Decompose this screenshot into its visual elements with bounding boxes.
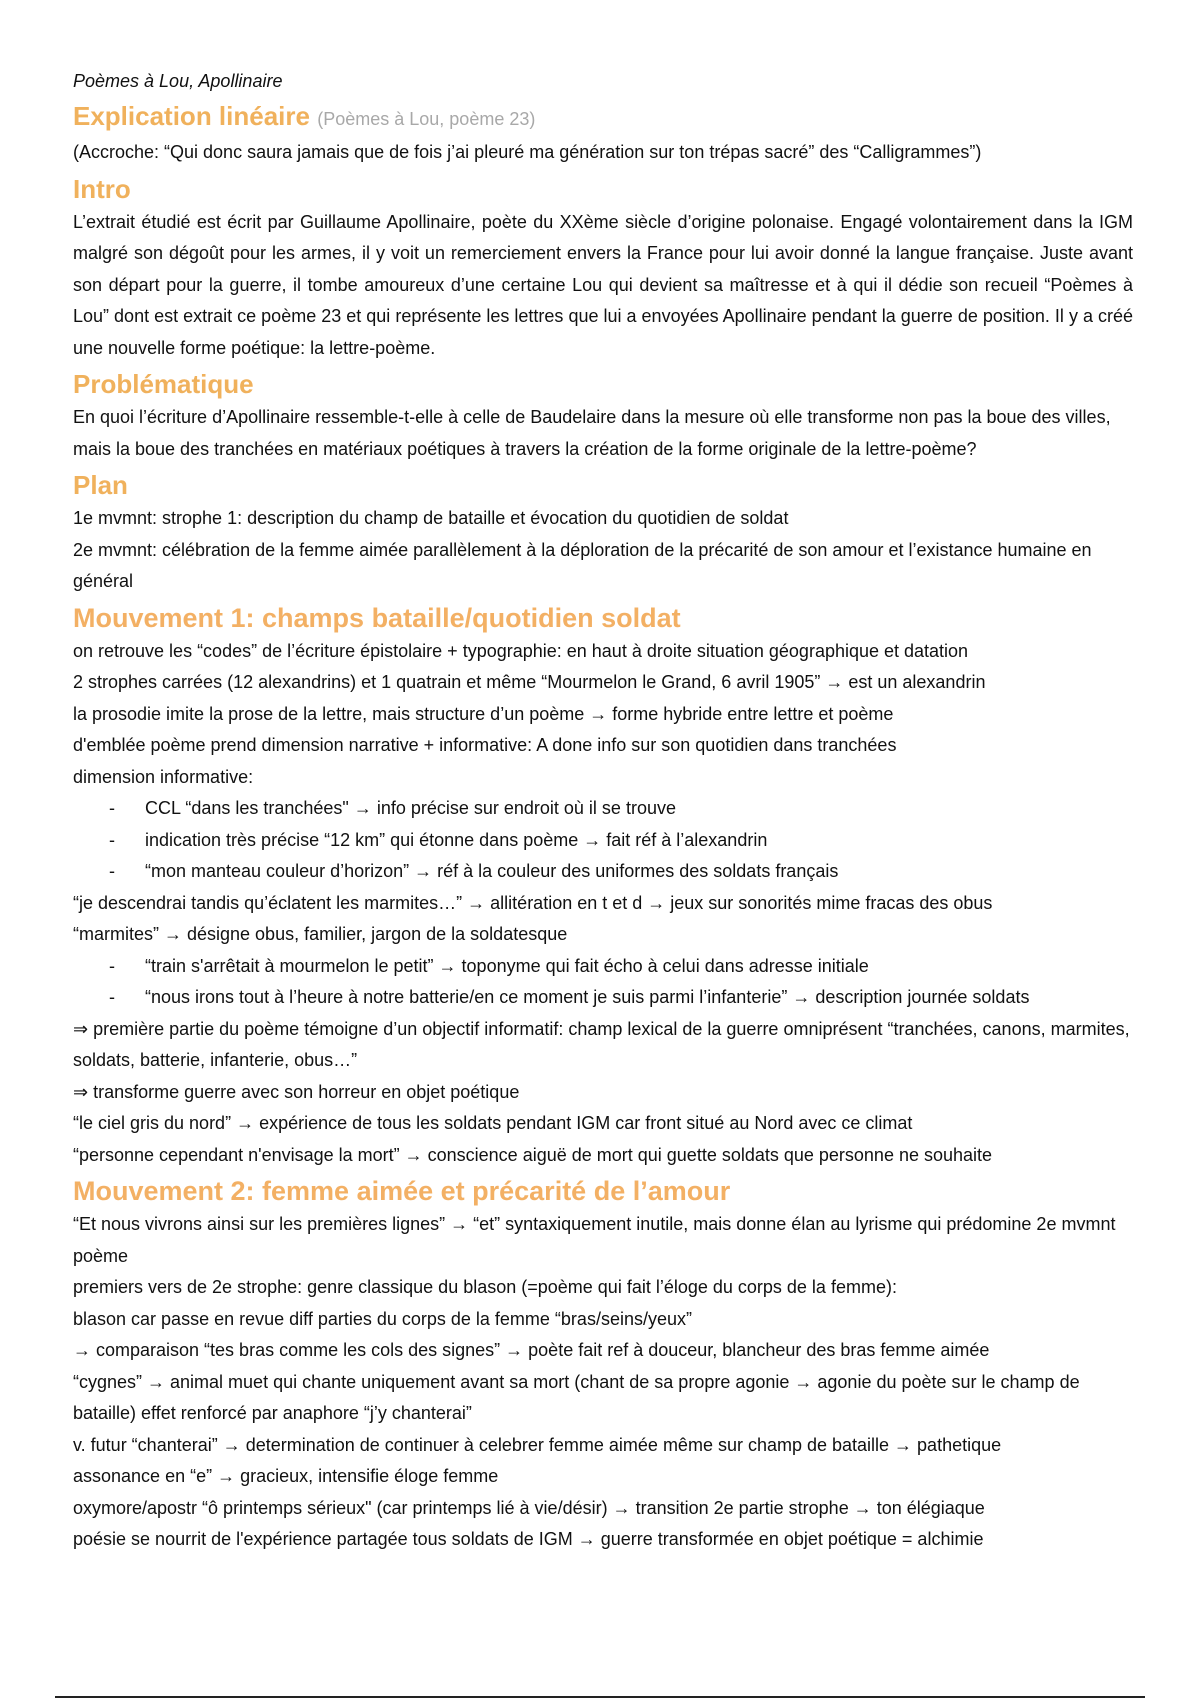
mouvement1-line: 2 strophes carrées (12 alexandrins) et 1 quatrain et même “Mourmelon le Grand, 6 avril 1905” → est un alexandrin [73,672,986,692]
intro-paragraph: L’extrait étudié est écrit par Guillaume Apollinaire, poète du XXème siècle d’origine polonaise. Engagé volontairement dans la IGM malgré son dégoût pour les armes, il y voit un remerciement envers la France pour lui avoir donné la langue française. Juste avant son départ pour la guerre, il tombe amoureux d’une certaine Lou qui devient sa maîtresse et à qui il dédie son recueil “Poèmes à Lou” dont est extrait ce poème 23 et qui représente les lettres que lui a envoyées Apollinaire pendant la guerre de position. Il y a créé une nouvelle forme poétique: la lettre-poème. [73,211,1133,358]
bullet-item: - “nous irons tout à l’heure à notre batterie/en ce moment je suis parmi l’infanterie” → description journée soldats [73,982,1133,1014]
mouvement1-line: “je descendrai tandis qu’éclatent les marmites…” → allitération en t et d → jeux sur sonorités mime fracas des obus [73,892,993,913]
main-heading [73,98,1133,137]
mouvement1-line: ⇒ première partie du poème témoigne d’un objectif informatif: champ lexical de la guerre omniprésent “tranchées, canons, marmites, soldats, batterie, infanterie, obus…” [73,1018,1130,1070]
intro-heading: Intro [73,173,131,204]
mouvement2-heading: Mouvement 2: femme aimée et précarité de l’amour [73,1176,731,1206]
mouvement1-line: “personne cependant n'envisage la mort” → conscience aiguë de mort qui guette soldats que personne ne souhaite [73,1144,993,1165]
mouvement2-line: poésie se nourrit de l'expérience partagée tous soldats de IGM → guerre transformée en objet poétique = alchimie [73,1529,984,1549]
mouvement2-line: oxymore/apostr “ô printemps sérieux" (car printemps lié à vie/désir) → transition 2e partie strophe → ton élégiaque [73,1497,985,1518]
problematique-paragraph: En quoi l’écriture d’Apollinaire ressemble-t-elle à celle de Baudelaire dans la mesure où elle transforme non pas la boue des villes, mais la boue des tranchées en matériaux poétiques à travers la création de la forme originale de la lettre-poème? [73,407,1111,459]
main-heading-subtitle: (Poèmes à Lou, poème 23) [317,109,536,129]
mouvement2-line: v. futur “chanterai” → determination de continuer à celebrer femme aimée même sur champ de bataille → pathetique [73,1434,1002,1455]
mouvement1-line: “marmites” → désigne obus, familier, jargon de la soldatesque [73,924,568,944]
bullet-item: - “mon manteau couleur d’horizon” → réf à la couleur des uniformes des soldats français [73,856,1133,888]
plan-heading: Plan [73,470,128,500]
mouvement1-bullet-list [73,793,1133,888]
bullet-item: - indication très précise “12 km” qui étonne dans poème → fait réf à l’alexandrin [73,825,1133,857]
bullet-item: - CCL “dans les tranchées" → info précise sur endroit où il se trouve [73,793,1133,825]
bullet-item: - “train s'arrêtait à mourmelon le petit” → toponyme qui fait écho à celui dans adresse initiale [73,951,1133,983]
mouvement1-line: la prosodie imite la prose de la lettre, mais structure d’un poème → forme hybride entre lettre et poème [73,703,894,724]
plan-line: 2e mvmnt: célébration de la femme aimée parallèlement à la déploration de la précarité de son amour et l’existance humaine en général [73,539,1092,591]
main-heading-text: Explication linéaire [73,101,310,131]
problematique-heading: Problématique [73,369,254,399]
bottom-divider [55,1696,1145,1698]
mouvement2-line: assonance en “e” → gracieux, intensifie éloge femme [73,1466,499,1486]
mouvement1-line: “le ciel gris du nord” → expérience de tous les soldats pendant IGM car front situé au Nord avec ce climat [73,1113,913,1133]
mouvement2-line: “Et nous vivrons ainsi sur les premières lignes” → “et” syntaxiquement inutile, mais donne élan au lyrisme qui prédomine 2e mvmnt poème [73,1214,1116,1266]
mouvement1-bullet-list [73,951,1133,1014]
document-title: Poèmes à Lou, Apollinaire [73,71,283,91]
mouvement2-line: → comparaison “tes bras comme les cols des signes” → poète fait ref à douceur, blancheur des bras femme aimée [73,1340,990,1360]
mouvement1-line: dimension informative: [73,766,254,787]
accroche: (Accroche: “Qui donc saura jamais que de fois j’ai pleuré ma génération sur ton trépas sacré” des “Calligrammes”) [73,142,982,162]
mouvement2-line: blason car passe en revue diff parties du corps de la femme “bras/seins/yeux” [73,1308,692,1329]
mouvement1-line: d'emblée poème prend dimension narrative + informative: A done info sur son quotidien dans tranchées [73,735,897,755]
mouvement2-line: premiers vers de 2e strophe: genre classique du blason (=poème qui fait l’éloge du corps de la femme): [73,1277,897,1297]
plan-line: 1e mvmnt: strophe 1: description du champ de bataille et évocation du quotidien de soldat [73,508,789,528]
mouvement2-line: “cygnes” → animal muet qui chante uniquement avant sa mort (chant de sa propre agonie → agonie du poète sur le champ de bataille) effet renforcé par anaphore “j’y chanterai” [73,1371,1080,1423]
mouvement1-line: on retrouve les “codes” de l’écriture épistolaire + typographie: en haut à droite situation géographique et datation [73,640,969,661]
document-content [73,66,1133,1556]
mouvement1-line: ⇒ transforme guerre avec son horreur en objet poétique [73,1081,520,1102]
mouvement1-heading: Mouvement 1: champs bataille/quotidien soldat [73,602,681,633]
